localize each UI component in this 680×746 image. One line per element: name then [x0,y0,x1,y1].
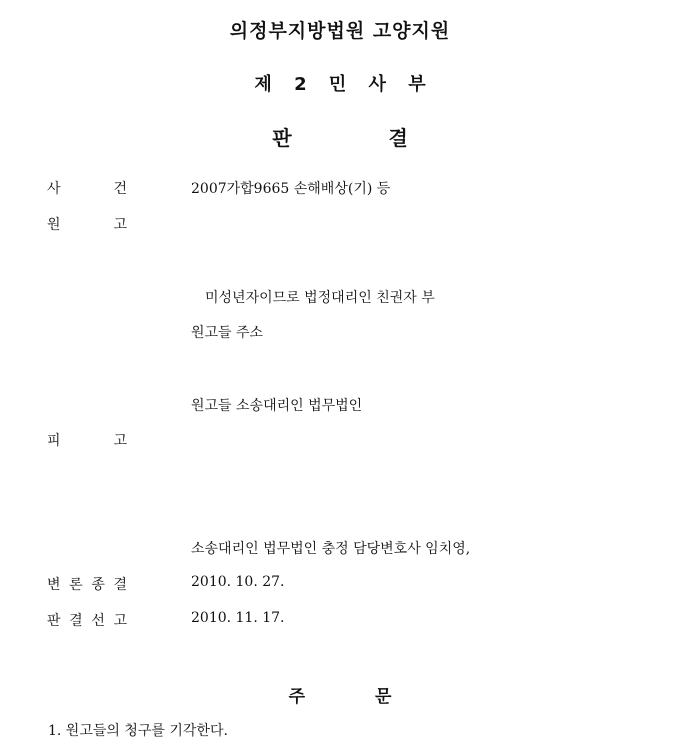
label-char: 원 [47,217,61,233]
plaintiff-counsel: 원고들 소송대리인 법무법인 [191,398,363,414]
plaintiff-label [47,214,127,234]
division-char: 2 [294,74,307,95]
title-char: 문 [374,687,392,707]
label-char: 피 [47,433,61,449]
division-char: 제 [254,74,272,95]
verdict-date: 2010. 11. 17. [191,610,285,626]
division-char: 부 [408,74,426,95]
case-label [47,178,127,198]
label-char: 론 [69,577,83,593]
division-char: 민 [328,74,347,95]
label-char: 고 [113,433,127,449]
label-char: 선 [91,613,105,629]
defendant-counsel: 소송대리인 법무법인 충정 담당변호사 임치영, [191,541,471,557]
division-char: 사 [368,74,386,95]
label-char: 사 [47,181,61,197]
closing-date: 2010. 10. 27. [191,574,285,590]
plaintiff-address: 원고들 주소 [191,325,264,341]
division-name [0,70,680,96]
label-char: 결 [69,613,83,629]
case-value: 2007가합9665 손해배상(기) 등 [191,181,391,197]
court-name: 의정부지방법원 고양지원 [229,20,451,42]
title-char: 주 [288,687,306,707]
label-char: 고 [113,217,127,233]
verdict-label [47,610,127,630]
order-item: 1. 원고들의 청구를 기각한다. [48,723,228,739]
closing-label [47,574,127,594]
defendant-label [47,430,127,450]
label-char: 고 [113,613,127,629]
plaintiff-minor-note: 미성년자이므로 법정대리인 친권자 부 [205,290,435,306]
label-char: 변 [47,577,61,593]
label-char: 건 [113,181,127,197]
title-char: 결 [388,126,408,150]
title-char: 판 [272,126,292,150]
label-char: 판 [47,613,61,629]
label-char: 종 [91,577,105,593]
judgment-title [0,122,680,151]
label-char: 결 [113,577,127,593]
order-title [0,682,680,707]
